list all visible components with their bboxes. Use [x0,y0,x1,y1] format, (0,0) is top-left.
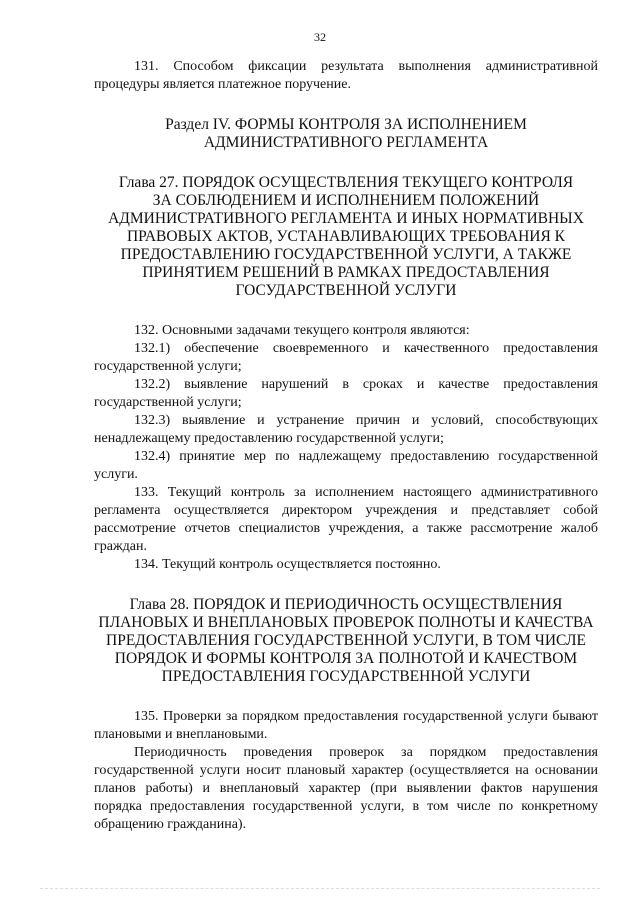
page-number: 32 [314,30,326,44]
chapter-28-heading-line: ПРЕДОСТАВЛЕНИЯ ГОСУДАРСТВЕННОЙ УСЛУГИ [161,668,531,685]
chapter-27-heading-line: ПРЕДОСТАВЛЕНИЮ ГОСУДАРСТВЕННОЙ УСЛУГИ, А ТАКЖЕ [120,246,572,263]
paragraph-133: 133. Текущий контроль за исполнением настоящего административного регламента осуществляется директором учреждения и представляет собой рассмотрение отчетов специалистов учреждения, а также рассмотрение жалоб граждан. [94,485,598,554]
section-heading-line: АДМИНИСТРАТИВНОГО РЕГЛАМЕНТА [203,134,489,151]
chapter-27-heading [94,174,598,300]
chapter-28-heading-line: ПЛАНОВЫХ И ВНЕПЛАНОВЫХ ПРОВЕРОК ПОЛНОТЫ И КАЧЕСТВА [98,614,594,631]
section-heading-line: Раздел IV. ФОРМЫ КОНТРОЛЯ ЗА ИСПОЛНЕНИЕМ [165,116,527,133]
paragraph-131: 131. Способом фиксации результата выполнения административной процедуры является платежное поручение. [94,59,598,92]
chapter-27-heading-line: ПРАВОВЫХ АКТОВ, УСТАНАВЛИВАЮЩИХ ТРЕБОВАНИЯ К [126,228,566,245]
chapter-27-heading-line: ПРИНЯТИЕМ РЕШЕНИЙ В РАМКАХ ПРЕДОСТАВЛЕНИЯ [142,264,550,281]
chapter-27-heading-line: Глава 27. ПОРЯДОК ОСУЩЕСТВЛЕНИЯ ТЕКУЩЕГО КОНТРОЛЯ [118,174,574,191]
chapter-27-heading-line: ЗА СОБЛЮДЕНИЕМ И ИСПОЛНЕНИЕМ ПОЛОЖЕНИЙ [152,192,540,209]
paragraph-132-1: 132.1) обеспечение своевременного и качественного предоставления государственной услуги; [94,341,598,374]
section-heading [94,116,598,152]
chapter-28-heading-line: Глава 28. ПОРЯДОК И ПЕРИОДИЧНОСТЬ ОСУЩЕСТВЛЕНИЯ [129,596,563,613]
chapter-28-heading [94,596,598,686]
scan-edge-line [40,888,600,889]
chapter-27-heading-line: АДМИНИСТРАТИВНОГО РЕГЛАМЕНТА И ИНЫХ НОРМАТИВНЫХ [108,210,584,227]
chapter-28-heading-line: ПОРЯДОК И ФОРМЫ КОНТРОЛЯ ЗА ПОЛНОТОЙ И КАЧЕСТВОМ [114,650,578,667]
document-body [94,58,598,834]
paragraph-132-2: 132.2) выявление нарушений в сроках и качестве предоставления государственной услуги; [94,377,598,410]
paragraph-134: 134. Текущий контроль осуществляется постоянно. [134,557,441,572]
paragraph-132: 132. Основными задачами текущего контроля являются: [134,323,470,338]
paragraph-132-4: 132.4) принятие мер по надлежащему предоставлению государственной услуги. [94,449,598,482]
paragraph-135: 135. Проверки за порядком предоставления государственной услуги бывают плановыми и внеплановыми. [94,709,598,742]
chapter-28-heading-line: ПРЕДОСТАВЛЕНИЯ ГОСУДАРСТВЕННОЙ УСЛУГИ, В ТОМ ЧИСЛЕ [106,632,586,649]
paragraph-135-periodicity: Периодичность проведения проверок за порядком предоставления государственной услуги носит плановый характер (осуществляется на основании планов работы) и внеплановый характер (при выявлении фактов нарушения порядка предоставления государственной услуги, в том числе по конкретному обращению гражданина). [94,745,598,832]
chapter-27-heading-line: ГОСУДАРСТВЕННОЙ УСЛУГИ [235,282,457,299]
paragraph-132-3: 132.3) выявление и устранение причин и условий, способствующих ненадлежащему предоставлению государственной услуги; [94,413,598,446]
